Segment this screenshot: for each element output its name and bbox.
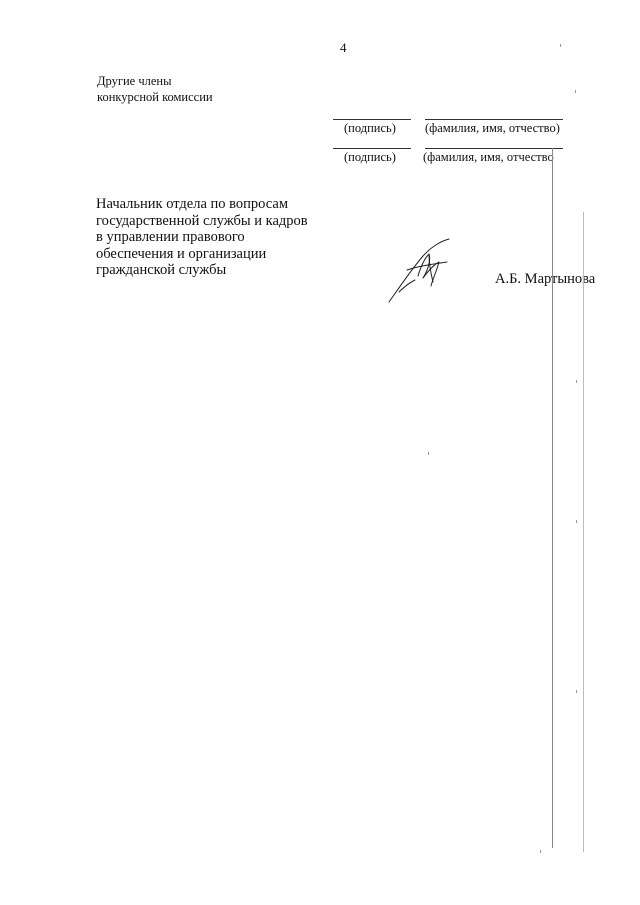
signature-line [333, 119, 411, 120]
scan-speck [576, 380, 577, 383]
head-name: А.Б. Мартынова [495, 271, 596, 287]
head-title-line: в управлении правового [96, 229, 245, 245]
committee-label-line: Другие члены [97, 74, 172, 88]
scan-speck [576, 520, 577, 523]
scan-edge-line [552, 148, 553, 848]
head-title [96, 196, 308, 279]
signature-caption: (подпись) [344, 150, 396, 164]
page-number: 4 [340, 40, 347, 55]
head-title-line: Начальник отдела по вопросам [96, 196, 289, 212]
scan-speck [575, 90, 576, 93]
scan-edge-line [583, 212, 584, 852]
name-caption: (фамилия, имя, отчество [423, 150, 554, 164]
handwritten-signature-icon [385, 236, 465, 308]
signature-caption: (подпись) [344, 121, 396, 135]
scan-speck [428, 452, 429, 455]
signature-line [333, 148, 411, 149]
head-title-line: государственной службы и кадров [96, 212, 308, 229]
head-title-line: гражданской службы [96, 262, 227, 278]
head-title-line: обеспечения и организации [96, 245, 267, 262]
name-caption: (фамилия, имя, отчество) [425, 121, 560, 135]
scan-speck [576, 690, 577, 693]
scan-speck [540, 850, 541, 853]
committee-label [97, 73, 213, 105]
name-line [425, 148, 563, 149]
committee-label-line: конкурсной комиссии [97, 90, 213, 104]
name-line [425, 119, 563, 120]
scan-speck [560, 44, 561, 47]
